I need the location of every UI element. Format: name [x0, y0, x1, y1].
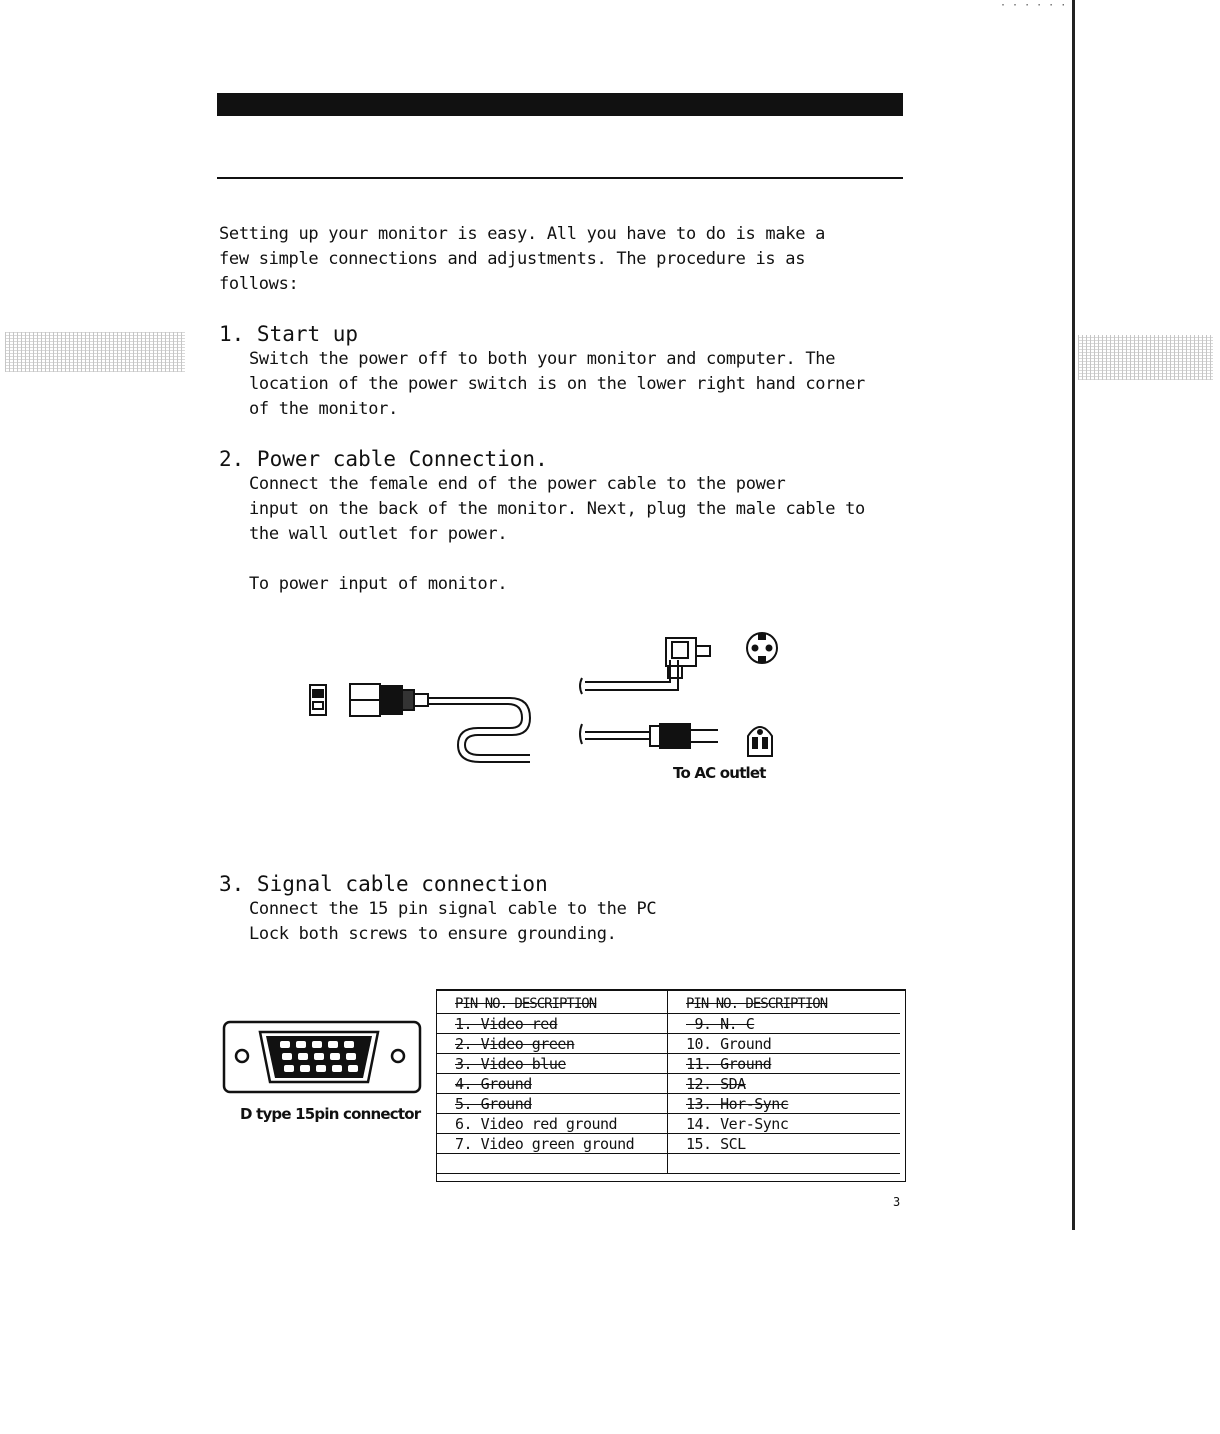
- screw-right-icon: [392, 1050, 404, 1062]
- pin-table-header: PIN NO. DESCRIPTION PIN NO. DESCRIPTION: [437, 991, 900, 1014]
- monitor-socket-icon: [310, 685, 326, 715]
- schuko-outlet-icon: [747, 633, 777, 663]
- step-2-note: To power input of monitor.: [249, 574, 508, 594]
- connector-label: D type 15pin connector: [240, 1105, 421, 1123]
- table-row: 6. Video red ground 14. Ver-Sync: [437, 1114, 900, 1134]
- scan-marks: · · · · · ·: [1000, 0, 1067, 11]
- table-row: 5. Ground 13. Hor-Sync: [437, 1094, 900, 1114]
- step-1-body: Switch the power off to both your monitor and computer. The location of the power switch is on the lower right hand corner of the monitor.: [249, 349, 865, 419]
- angled-plug-icon: [580, 638, 710, 694]
- screw-left-icon: [236, 1050, 248, 1062]
- scan-noise-right: [1078, 335, 1213, 380]
- scan-noise-left: [5, 332, 185, 372]
- page-number: 3: [893, 1195, 901, 1209]
- table-row: 1. Video red 9. N. C: [437, 1014, 900, 1034]
- pin-table: [437, 991, 900, 1174]
- three-prong-outlet-icon: [748, 727, 772, 756]
- step-2-title: 2. Power cable Connection.: [219, 447, 548, 471]
- step-3-body: Connect the 15 pin signal cable to the PC Lock both screws to ensure grounding.: [249, 899, 657, 944]
- page-edge: [1072, 0, 1075, 1230]
- intro-paragraph: Setting up your monitor is easy. All you have to do is make a few simple connections and adjustments. The procedure is as follows:: [219, 224, 826, 294]
- straight-plug-icon: [580, 724, 718, 748]
- female-plug-icon: [350, 684, 428, 716]
- table-row: 4. Ground 12. SDA: [437, 1074, 900, 1094]
- pin-table-frame: [436, 989, 906, 1182]
- header-rule: [217, 177, 903, 179]
- step-3-title: 3. Signal cable connection: [219, 872, 548, 896]
- ac-outlet-label: To AC outlet: [673, 764, 766, 782]
- d-sub-connector-diagram: [222, 1020, 422, 1095]
- step-1-title: 1. Start up: [219, 322, 359, 346]
- table-row: 7. Video green ground 15. SCL: [437, 1134, 900, 1154]
- table-row: [437, 1154, 900, 1174]
- table-row: 3. Video blue 11. Ground: [437, 1054, 900, 1074]
- table-row: 2. Video green 10. Ground: [437, 1034, 900, 1054]
- header-bar: [217, 93, 903, 116]
- step-2-body: Connect the female end of the power cable to the power input on the back of the monitor. Next, plug the male cable to the wall outlet for power.: [249, 474, 865, 544]
